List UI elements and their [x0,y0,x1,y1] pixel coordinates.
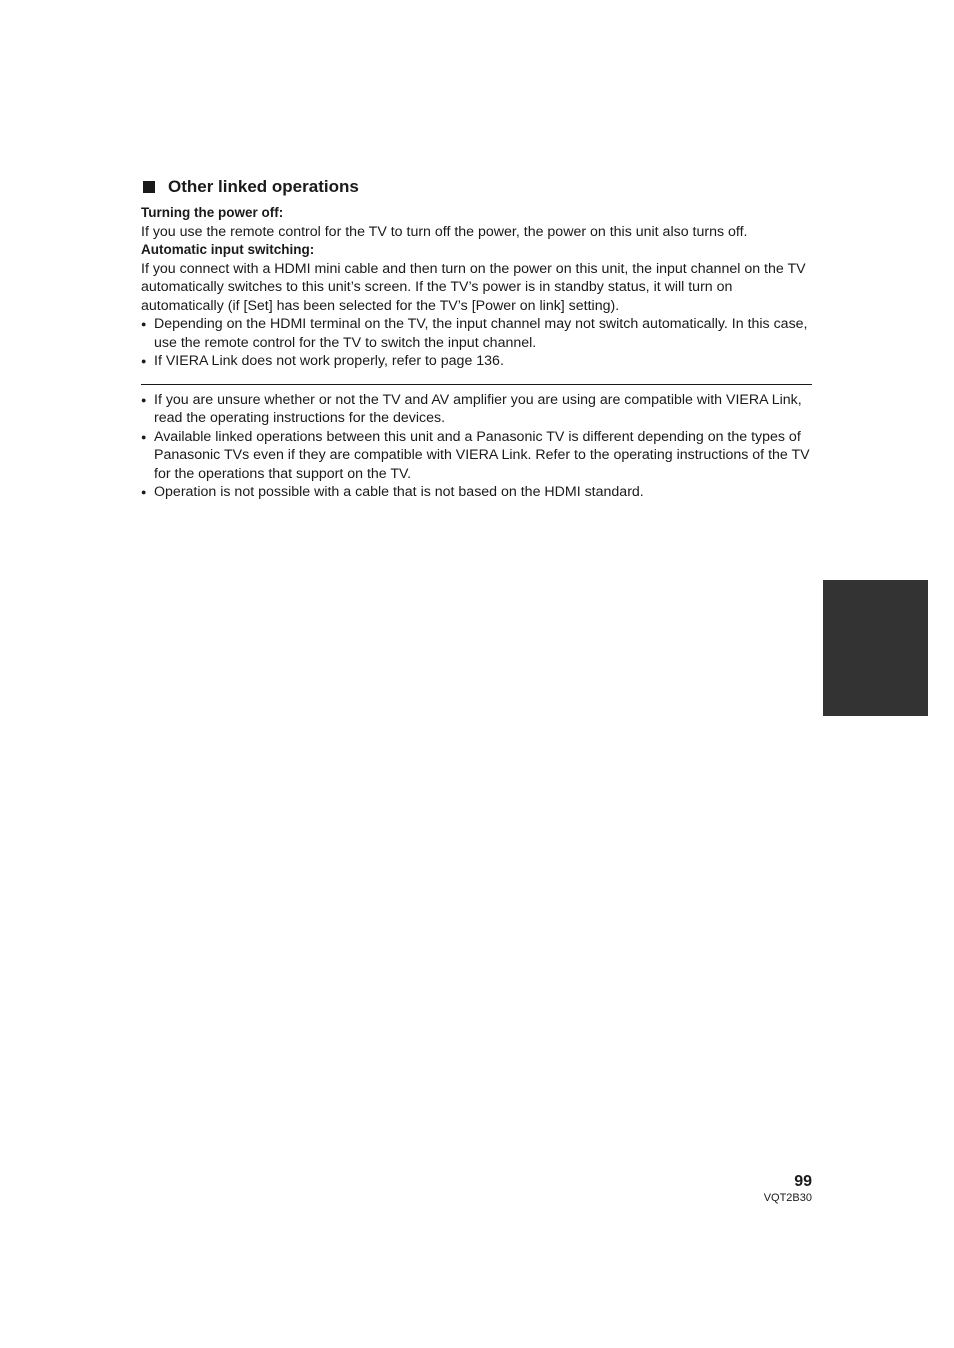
list-item [141,315,812,352]
page-number: 99 [794,1173,812,1190]
auto-input-text: If you connect with a HDMI mini cable and then turn on the power on this unit, the input channel on the TV automatically switches to this unit’s screen. If the TV’s power is in standby status, it will turn on automatically (if [Set] has been selected for the TV’s [Power on link] setting). [141,260,806,314]
page-content [141,176,812,502]
bullet-text: Available linked operations between this unit and a Panasonic TV is different depending on the types of Panasonic TVs even if they are compatible with VIERA Link. Refer to the operating instructions of the TV for the operations that support on the TV. [154,428,810,482]
bullet-icon: ● [141,431,147,442]
square-bullet-icon [143,181,155,193]
bullet-text: Operation is not possible with a cable that is not based on the HDMI standard. [154,484,644,500]
list-item [141,428,812,484]
bullet-icon: ● [141,356,147,366]
bullet-icon: ● [141,319,147,329]
bullet-text: If VIERA Link does not work properly, refer to page 136. [154,353,504,369]
list-item [141,483,812,502]
chapter-side-tab [823,580,928,716]
notes-bullet-list [141,391,812,502]
bullet-icon: ● [141,394,147,405]
power-off-text: If you use the remote control for the TV to turn off the power, the power on this unit also turns off. [141,223,748,240]
power-off-heading: Turning the power off: [141,205,284,220]
notes-divider [141,384,812,385]
section-heading [141,176,812,198]
section-bullet-list [141,315,812,371]
section-title: Other linked operations [168,177,359,196]
bullet-text: Depending on the HDMI terminal on the TV, the input channel may not switch automatically. In this case, use the remote control for the TV to switch the input channel. [154,316,808,351]
bullet-icon: ● [141,487,147,497]
page-code: VQT2B30 [763,1192,812,1204]
list-item [141,352,812,371]
auto-input-heading: Automatic input switching: [141,242,315,257]
bullet-text: If you are unsure whether or not the TV and AV amplifier you are using are compatible with VIERA Link, read the operating instructions for the devices. [154,391,802,426]
list-item [141,391,812,428]
